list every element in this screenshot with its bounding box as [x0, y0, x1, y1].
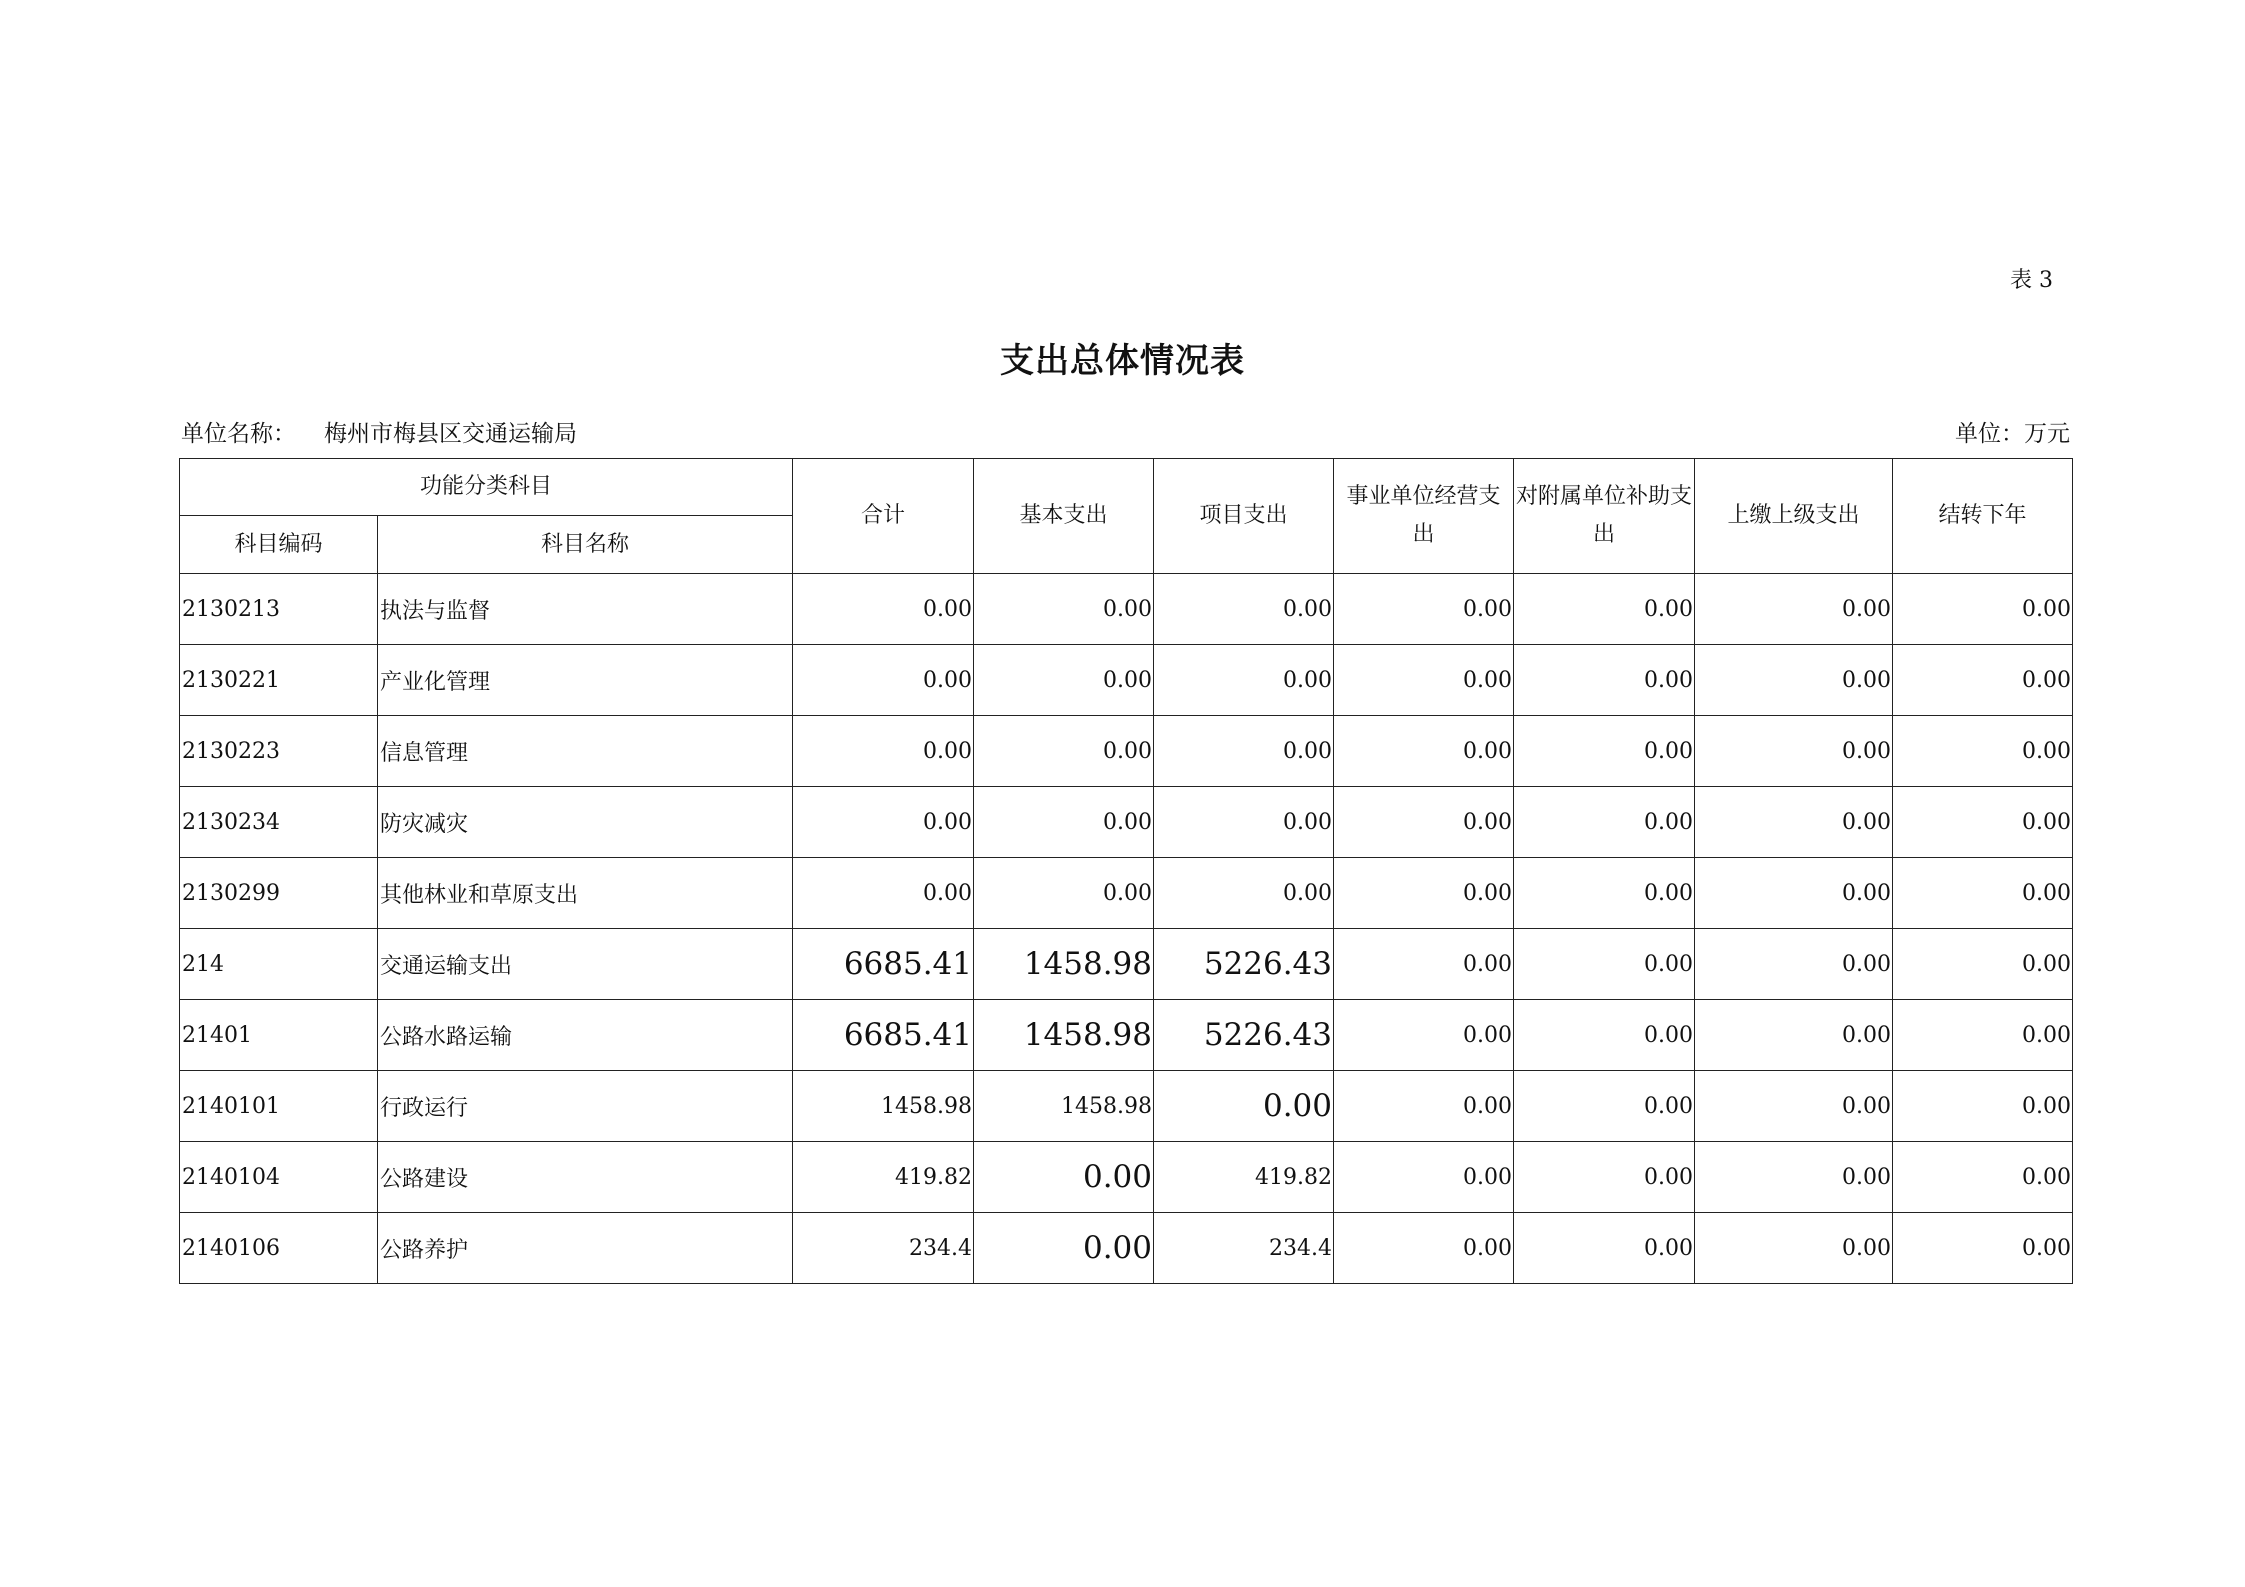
subject-name: 公路水路运输 [378, 1000, 793, 1071]
superior-value: 0.00 [1695, 574, 1893, 645]
total-value: 6685.41 [793, 1000, 974, 1071]
business-value: 0.00 [1334, 716, 1514, 787]
superior-value: 0.00 [1695, 929, 1893, 1000]
project-value: 0.00 [1154, 574, 1334, 645]
subsidy-value: 0.00 [1514, 574, 1695, 645]
carry-value: 0.00 [1893, 1071, 2073, 1142]
subject-name: 公路养护 [378, 1213, 793, 1284]
header-function-category: 功能分类科目 [180, 459, 793, 516]
table-row [180, 787, 2073, 858]
superior-value: 0.00 [1695, 1000, 1893, 1071]
basic-value: 0.00 [974, 1213, 1154, 1284]
page-title: 支出总体情况表 [1000, 341, 1245, 381]
superior-value: 0.00 [1695, 787, 1893, 858]
project-value: 419.82 [1154, 1142, 1334, 1213]
subject-code: 21401 [180, 1000, 378, 1071]
business-value: 0.00 [1334, 1000, 1514, 1071]
carry-value: 0.00 [1893, 716, 2073, 787]
business-value: 0.00 [1334, 858, 1514, 929]
subject-code: 2130213 [180, 574, 378, 645]
table-row [180, 716, 2073, 787]
subject-name: 交通运输支出 [378, 929, 793, 1000]
subject-code: 2140104 [180, 1142, 378, 1213]
total-value: 234.4 [793, 1213, 974, 1284]
table-number: 表 3 [2010, 268, 2053, 293]
subject-code: 2130299 [180, 858, 378, 929]
project-value: 234.4 [1154, 1213, 1334, 1284]
business-value: 0.00 [1334, 787, 1514, 858]
subject-name: 其他林业和草原支出 [378, 858, 793, 929]
carry-value: 0.00 [1893, 858, 2073, 929]
project-value: 5226.43 [1154, 1000, 1334, 1071]
business-value: 0.00 [1334, 1213, 1514, 1284]
subsidy-value: 0.00 [1514, 1142, 1695, 1213]
header-business-expense: 事业单位经营支出 [1334, 459, 1514, 574]
total-value: 0.00 [793, 574, 974, 645]
superior-value: 0.00 [1695, 1071, 1893, 1142]
subject-name: 行政运行 [378, 1071, 793, 1142]
header-basic-expense: 基本支出 [974, 459, 1154, 574]
header-subject-name: 科目名称 [378, 516, 793, 574]
carry-value: 0.00 [1893, 929, 2073, 1000]
table-row [180, 1071, 2073, 1142]
total-value: 0.00 [793, 716, 974, 787]
basic-value: 1458.98 [974, 1000, 1154, 1071]
subsidy-value: 0.00 [1514, 645, 1695, 716]
basic-value: 1458.98 [974, 1071, 1154, 1142]
table-row [180, 929, 2073, 1000]
subsidy-value: 0.00 [1514, 929, 1695, 1000]
business-value: 0.00 [1334, 574, 1514, 645]
project-value: 0.00 [1154, 858, 1334, 929]
total-value: 419.82 [793, 1142, 974, 1213]
basic-value: 0.00 [974, 574, 1154, 645]
subject-code: 2130234 [180, 787, 378, 858]
subject-name: 公路建设 [378, 1142, 793, 1213]
header-project-expense: 项目支出 [1154, 459, 1334, 574]
project-value: 0.00 [1154, 787, 1334, 858]
subject-name: 执法与监督 [378, 574, 793, 645]
subject-name: 产业化管理 [378, 645, 793, 716]
unit-name-label: 单位名称： [181, 421, 296, 447]
header-total: 合计 [793, 459, 974, 574]
table-row [180, 1142, 2073, 1213]
carry-value: 0.00 [1893, 1000, 2073, 1071]
project-value: 0.00 [1154, 1071, 1334, 1142]
subject-name: 信息管理 [378, 716, 793, 787]
header-superior-payment: 上缴上级支出 [1695, 459, 1893, 574]
carry-value: 0.00 [1893, 1213, 2073, 1284]
subsidy-value: 0.00 [1514, 1071, 1695, 1142]
carry-value: 0.00 [1893, 645, 2073, 716]
total-value: 0.00 [793, 858, 974, 929]
subject-code: 214 [180, 929, 378, 1000]
carry-value: 0.00 [1893, 787, 2073, 858]
subject-name: 防灾减灾 [378, 787, 793, 858]
table-row [180, 1000, 2073, 1071]
currency-unit: 单位：万元 [1955, 421, 2070, 447]
subject-code: 2130221 [180, 645, 378, 716]
total-value: 0.00 [793, 787, 974, 858]
subject-code: 2130223 [180, 716, 378, 787]
superior-value: 0.00 [1695, 716, 1893, 787]
header-subsidy-expense: 对附属单位补助支出 [1514, 459, 1695, 574]
subject-code: 2140106 [180, 1213, 378, 1284]
basic-value: 1458.98 [974, 929, 1154, 1000]
business-value: 0.00 [1334, 1071, 1514, 1142]
subsidy-value: 0.00 [1514, 1213, 1695, 1284]
basic-value: 0.00 [974, 1142, 1154, 1213]
subject-code: 2140101 [180, 1071, 378, 1142]
business-value: 0.00 [1334, 645, 1514, 716]
expenditure-table [179, 458, 2073, 1284]
basic-value: 0.00 [974, 858, 1154, 929]
total-value: 1458.98 [793, 1071, 974, 1142]
superior-value: 0.00 [1695, 858, 1893, 929]
basic-value: 0.00 [974, 716, 1154, 787]
unit-name-value: 梅州市梅县区交通运输局 [324, 421, 577, 447]
subsidy-value: 0.00 [1514, 1000, 1695, 1071]
project-value: 5226.43 [1154, 929, 1334, 1000]
subsidy-value: 0.00 [1514, 787, 1695, 858]
business-value: 0.00 [1334, 1142, 1514, 1213]
total-value: 6685.41 [793, 929, 974, 1000]
table-row [180, 574, 2073, 645]
carry-value: 0.00 [1893, 574, 2073, 645]
project-value: 0.00 [1154, 645, 1334, 716]
superior-value: 0.00 [1695, 1213, 1893, 1284]
table-row [180, 645, 2073, 716]
basic-value: 0.00 [974, 645, 1154, 716]
subsidy-value: 0.00 [1514, 858, 1695, 929]
superior-value: 0.00 [1695, 645, 1893, 716]
carry-value: 0.00 [1893, 1142, 2073, 1213]
business-value: 0.00 [1334, 929, 1514, 1000]
subsidy-value: 0.00 [1514, 716, 1695, 787]
unit-name-line [181, 415, 577, 448]
total-value: 0.00 [793, 645, 974, 716]
header-carry-forward: 结转下年 [1893, 459, 2073, 574]
basic-value: 0.00 [974, 787, 1154, 858]
superior-value: 0.00 [1695, 1142, 1893, 1213]
header-subject-code: 科目编码 [180, 516, 378, 574]
project-value: 0.00 [1154, 716, 1334, 787]
table-row [180, 858, 2073, 929]
table-row [180, 1213, 2073, 1284]
